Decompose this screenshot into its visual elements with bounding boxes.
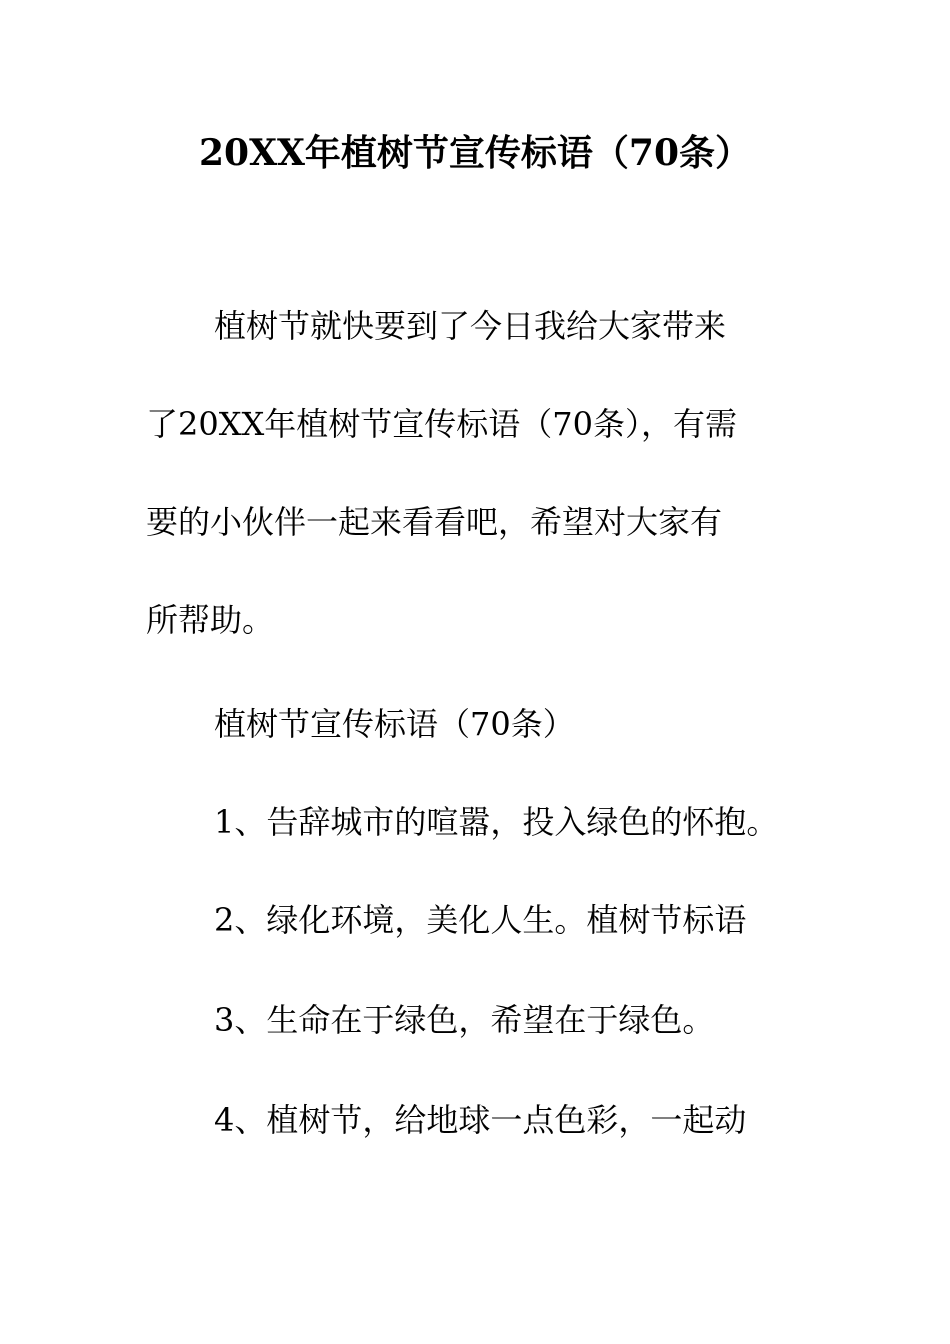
intro-line-1: 植树节就快要到了今日我给大家带来 <box>214 307 727 345</box>
intro-line-3: 要的小伙伴一起来看看吧，希望对大家有 <box>146 503 723 541</box>
slogan-item-2: 2、绿化环境，美化人生。植树节标语 <box>214 901 747 939</box>
document-title: 20XX年植树节宣传标语（70条） <box>198 132 752 174</box>
slogan-item-1: 1、告辞城市的喧嚣，投入绿色的怀抱。 <box>214 803 779 841</box>
slogan-item-4: 4、植树节，给地球一点色彩，一起动 <box>214 1101 747 1139</box>
section-heading: 植树节宣传标语（70条） <box>214 705 575 743</box>
intro-line-4: 所帮助。 <box>146 601 275 639</box>
intro-line-2: 了20XX年植树节宣传标语（70条），有需 <box>146 405 738 443</box>
slogan-item-3: 3、生命在于绿色，希望在于绿色。 <box>214 1001 715 1039</box>
